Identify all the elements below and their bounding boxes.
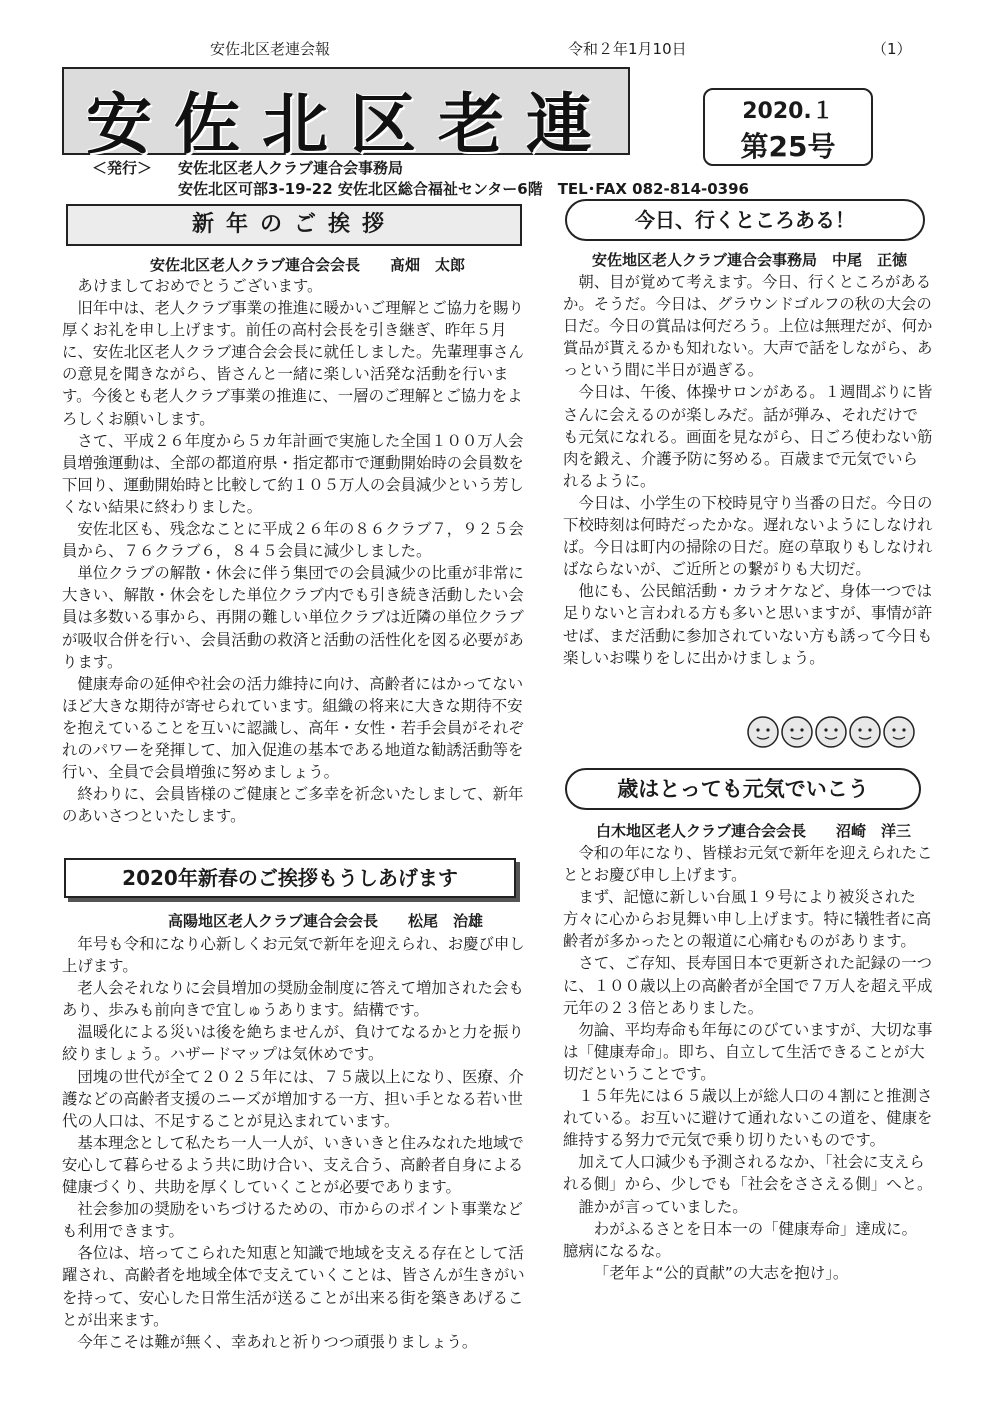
article1-author: 安佐北区老人クラブ連合会会長 髙畑 太郎 [150, 256, 466, 274]
article3-paragraph: 朝、目が覚めて考えます。今日、行くところがあるか。そうだ。今日は、グラウンドゴルフの秋の大会の日だ。今日の賞品は何だろう。上位は無理だが、何か賞品が貰えるかも知れない。大声で話をしながら、あっという間に半日が過ぎる。 [563, 273, 933, 380]
article4-author: 白木地区老人クラブ連合会会長 沼崎 洋三 [596, 822, 912, 840]
article4-paragraph: 誰かが言っていました。 [578, 1197, 748, 1216]
article1-paragraph: さて、平成２６年度から５カ年計画で実施した全国１００万人会員増強運動は、全部の都道府県・指定都市で運動開始時の会員数を下回り、運動開始時と比較して約１０５万人の会員減少という芳しくない結果に終わりました。 [62, 431, 524, 516]
article2-paragraph: 各位は、培ってこられた知恵と知識で地域を支える存在として活躍され、高齢者を地域全体で支えていくことは、皆さんが生きがいを持って、安心した日常生活が送ることが出来る街を築きあげることが出来ます。 [62, 1244, 525, 1329]
article2-paragraph: 社会参加の奨励をいちづけるための、市からのポイント事業なども利用できます。 [62, 1200, 523, 1241]
article1-paragraph: 健康寿命の延伸や社会の活力維持に向け、高齢者にはかってないほど大きな期待が寄せられています。組織の将来に大きな期待不安を抱えていることを互いに認識し、高年・女性・若手会員がそれぞれのパワーを発揮して、加入促進の基本である地道な勧誘活動等を行い、全員で会員増強に努めましょう。 [62, 674, 524, 782]
article2-author: 高陽地区老人クラブ連合会会長 松尾 治雄 [168, 912, 484, 930]
article1-paragraph: 単位クラブの解散・休会に伴う集団での会員減少の比重が非常に大きい、解散・休会をした単位クラブ内でも引き続き活動したい会員は多数いる事から、再開の難しい単位クラブは近隣の単位クラブが吸収合併を行い、会員活動の救済と活動の活性化を図る必要があります。 [62, 564, 524, 671]
face-icon [884, 717, 914, 747]
article2-paragraph: 団塊の世代が全て２０２５年には、７５歳以上になり、医療、介護などの高齢者支援のニーズが増加する一方、担い手となる若い世代の人口は、不足することが見込まれています。 [62, 1067, 524, 1130]
masthead [62, 67, 630, 163]
face-icon [782, 717, 812, 747]
article2-paragraph: 老人会それなりに会員増加の奨励金制度に答えて増加された会もあり、歩みも前向きで宜しゅうあります。結構です。 [62, 979, 524, 1020]
article2-paragraph: 今年こそは難が無く、幸あれと祈りつつ頑張りましょう。 [77, 1332, 478, 1351]
article3-heading: 今日、行くところある！ [565, 199, 925, 241]
article4-body [563, 842, 933, 1284]
article4-paragraph: さて、ご存知、長寿国日本で更新された記録の一つに、１００歳以上の高齢者が全国で７万人を超え平成元年の２３倍とありました。 [563, 954, 933, 1017]
article4-paragraph: １５年先には６５歳以上が総人口の４割にと推測されている。お互いに避けて通れないこの道を、健康を維持する努力で元気で乗り切りたいものです。 [563, 1087, 933, 1150]
publisher-address: 安佐北区可部3-19-22 安佐北区総合福祉センター6階 TEL･FAX 082-814-0396 [178, 180, 749, 198]
article4-paragraph: 「老年よ“公的貢献”の大志を抱け」。 [593, 1263, 849, 1282]
face-icon [748, 717, 778, 747]
masthead-title: 安佐北区老連 [86, 85, 614, 163]
article1-paragraph: あけましておめでとうございます。 [77, 277, 323, 295]
article2-body [62, 933, 534, 1353]
article4-paragraph: 勿論、平均寿命も年毎にのびていますが、大切な事は「健康寿命」。即ち、自立して生活できることが大切だということです。 [563, 1020, 933, 1083]
article4-heading: 歳はとっても元気でいこう [565, 768, 921, 810]
face-icon [850, 717, 880, 747]
article4-paragraph: 加えて人口減少も予測されるなか、「社会に支えられる側」から、少しでも「社会をささえる側」へと。 [563, 1153, 933, 1194]
article1-paragraph: 安佐北区も、残念なことに平成２６年の８６クラブ７，９２５会員から、７６クラブ６，８４５会員に減少しました。 [62, 520, 524, 561]
article3-body [563, 271, 933, 669]
article3-paragraph: 他にも、公民館活動・カラオケなど、身体一つでは足りないと言われる方も多いと思いますが、事情が許せば、まだ活動に参加されていない方も誘って今日も楽しいお喋りをしに出かけましょう。 [563, 582, 933, 667]
article4-paragraph: 令和の年になり、皆様お元気で新年を迎えられたこととお慶び申し上げます。 [563, 844, 933, 885]
article1-body [62, 275, 534, 827]
issue-box [703, 88, 873, 166]
issue-number: 第25号 [740, 130, 836, 163]
article2-paragraph: 温暖化による災いは後を絶ちませんが、負けてなるかと力を振り絞りましょう。ハザードマップは気休めです。 [62, 1023, 524, 1064]
article2-paragraph: 基本理念として私たち一人一人が、いきいきと住みなれた地域で安心して暮らせるよう共に助け合い、支え合う、高齢者自身による健康づくり、共助を厚くしていくことが必要であります。 [62, 1133, 524, 1197]
issue-date-line: 令和２年1月10日 [568, 40, 687, 58]
article4-paragraph: まず、記憶に新しい台風１９号により被災された方々に心からお見舞い申し上げます。特に犠牲者に高齢者が多かったとの報道に心痛むものがあります。 [563, 888, 932, 951]
article1-heading: 新年のご挨拶 [66, 204, 522, 246]
article2-heading: 2020年新春のご挨拶もうしあげます [64, 858, 516, 898]
article3-author: 安佐地区老人クラブ連合会事務局 中尾 正徳 [592, 251, 908, 269]
newsletter-name: 安佐北区老連会報 [210, 40, 331, 58]
page-number: （1） [872, 40, 912, 58]
article4-paragraph: わがふるさとを日本一の「健康寿命」達成に。 [593, 1219, 918, 1238]
article1-paragraph: 終わりに、会員皆様のご健康とご多幸を祈念いたしまして、新年のあいさつといたします。 [62, 785, 524, 826]
article1-paragraph: 旧年中は、老人クラブ事業の推進に暖かいご理解とご協力を賜り厚くお礼を申し上げます。前任の高村会長を引き継ぎ、昨年５月に、安佐北区老人クラブ連合会会長に就任しました。先輩理事さんの意見を聞きながら、皆さんと一緒に楽しい活発な活動を行います。今後とも老人クラブ事業の推進に、一層のご理解とご協力をよろしくお願いします。 [62, 299, 524, 428]
article4-paragraph: 臆病になるな。 [563, 1241, 671, 1260]
face-icon [816, 717, 846, 747]
issue-date: 2020.１ [742, 99, 834, 124]
publisher-label: ＜発行＞ [92, 159, 153, 177]
article3-paragraph: 今日は、小学生の下校時見守り当番の日だ。今日の下校時刻は何時だったかな。遅れないようにしなければ。今日は町内の掃除の日だ。庭の草取りもしなければならないが、ご近所との繋がりも大切だ。 [563, 493, 933, 579]
publisher-org: 安佐北区老人クラブ連合会事務局 [178, 159, 404, 177]
elderly-faces-icon [745, 710, 925, 750]
article2-paragraph: 年号も令和になり心新しくお元気で新年を迎えられ、お慶び申し上げます。 [62, 935, 525, 976]
article3-paragraph: 今日は、午後、体操サロンがある。１週間ぶりに皆さんに会えるのが楽しみだ。話が弾み、それだけでも元気になれる。画面を見ながら、日ごろ使わない筋肉を鍛え、介護予防に努める。百歳まで元気でいられるように。 [563, 383, 933, 490]
